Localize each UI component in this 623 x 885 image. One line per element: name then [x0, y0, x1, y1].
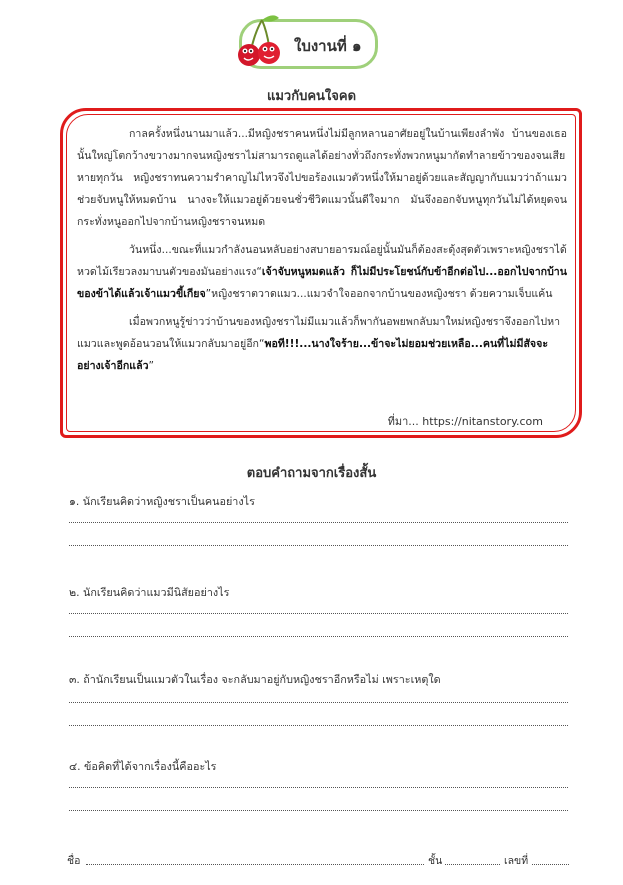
answer-line[interactable] [69, 725, 568, 726]
question-4: ๔. ข้อคิดที่ได้จากเรื่องนี้คืออะไร [69, 760, 217, 773]
story-quote-2: พอที!!!...นางใจร้าย...ข้าจะไม่ยอมช่วยเหลือ...คนที่ไม่มีสัจจะอย่างเจ้าอีกแล้ว [77, 338, 549, 372]
story-paragraph-2: วันหนึ่ง...ขณะที่แมวกำลังนอนหลับอย่างสบายอารมณ์อยู่นั้นมันก็ต้องสะดุ้งสุดตัวเพราะหญิงชราได้หวดไม้เรียวลงมาบนตัวของมันอย่างแรง“เจ้าจับหนูหมดแล้ว ก็ไม่มีประโยชน์กับข้าอีกต่อไป...ออกไปจากบ้านของข้าได้แล้วเจ้าแมวขี้เกียจ”หญิงชราตวาดแมว...แมวจำใจออกจากบ้านของหญิงชรา ด้วยความเจ็บแค้น [77, 244, 567, 300]
cherry-icon [229, 10, 291, 72]
class-label: ชั้น [428, 855, 443, 867]
number-label: เลขที่ [504, 855, 529, 867]
answer-line[interactable] [69, 522, 568, 523]
story-source: ที่มา... https://nitanstory.com [387, 415, 543, 428]
question-2: ๒. นักเรียนคิดว่าแมวมีนิสัยอย่างไร [69, 586, 230, 599]
story-title: แมวกับคนใจคด [266, 89, 357, 104]
number-field[interactable] [532, 864, 569, 865]
question-3: ๓. ถ้านักเรียนเป็นแมวตัวในเรื่อง จะกลับมาอยู่กับหญิงชราอีกหรือไม่ เพราะเหตุใด [69, 673, 441, 686]
answer-line[interactable] [69, 787, 568, 788]
story-paragraph-1: กาลครั้งหนึ่งนานมาแล้ว...มีหญิงชราคนหนึ่งไม่มีลูกหลานอาศัยอยู่ในบ้านเพียงลำพัง บ้านของเธอนั้นใหญ่โตกว้างขวางมากจนหญิงชราไม่สามารถดูแลได้อย่างทั่วถึงกระทั่งพวกหนูมากัดทำลายข้าวของจนเสียหายทุกวัน หญิงชราทนความรำคาญไม่ไหวจึงไปขอร้องแมวตัวหนึ่งให้มาอยู่ด้วยและสัญญากับแมวว่าถ้าแมวช่วยจับหนูให้หมดบ้าน นางจะให้แมวอยู่ด้วยจนชั่วชีวิตแมวนั้นดีใจมาก มันจึงออกจับหนูทุกวันไม่ได้หยุดจนกระทั่งหนูออกไปจากบ้านหญิงชราจนหมด [77, 128, 567, 228]
story-paragraph-3: เมื่อพวกหนูรู้ข่าวว่าบ้านของหญิงชราไม่มีแมวแล้วก็พากันอพยพกลับมาใหม่หญิงชราจึงออกไปหาแมวและพูดอ้อนวอนให้แมวกลับมาอยู่อีก“พอที!!!...นางใจร้าย...ข้าจะไม่ยอมช่วยเหลือ...คนที่ไม่มีสัจจะอย่างเจ้าอีกแล้ว” [77, 316, 561, 372]
class-field[interactable] [445, 864, 500, 865]
story-text [77, 123, 567, 383]
answer-line[interactable] [69, 810, 568, 811]
story-box [60, 108, 582, 438]
questions-heading: ตอบคำถามจากเรื่องสั้น [246, 466, 377, 481]
answer-line[interactable] [69, 702, 568, 703]
question-1: ๑. นักเรียนคิดว่าหญิงชราเป็นคนอย่างไร [69, 495, 255, 508]
answer-line[interactable] [69, 545, 568, 546]
answer-line[interactable] [69, 613, 568, 614]
name-label: ชื่อ [67, 855, 81, 867]
name-field[interactable] [86, 864, 424, 865]
story-quote-1: เจ้าจับหนูหมดแล้ว ก็ไม่มีประโยชน์กับข้าอีกต่อไป...ออกไปจากบ้านของข้าได้แล้วเจ้าแมวขี้เกียจ [77, 266, 567, 300]
worksheet-number: ใบงานที่ ๑ [294, 37, 362, 55]
answer-line[interactable] [69, 636, 568, 637]
